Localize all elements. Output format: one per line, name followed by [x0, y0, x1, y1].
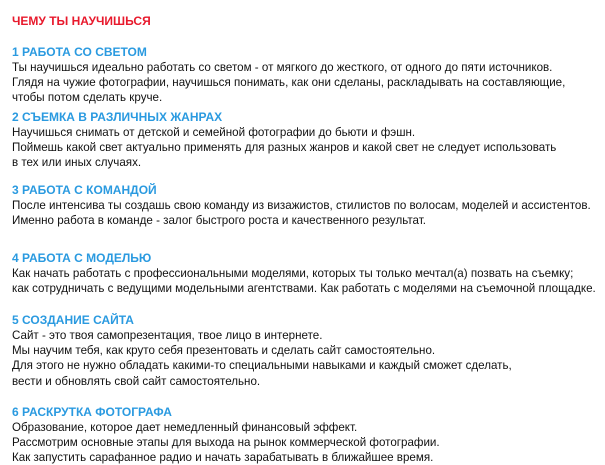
section-line: После интенсива ты создашь свою команду из визажистов, стилистов по волосам, моделей и ассистентов. [12, 199, 591, 213]
document-page [12, 14, 597, 465]
section-line: Рассмотрим основные этапы для выхода на рынок коммерческой фотографии. [12, 436, 440, 450]
section-line: Сайт - это твоя самопрезентация, твое лицо в интернете. [12, 329, 323, 343]
section-line: как сотрудничать с ведущими модельными агентствами. Как работать с моделями на съемочной площадке. [12, 281, 596, 295]
section-genres [12, 110, 597, 171]
section-line: Поймешь какой свет актуально применять для разных жанров и какой свет не следует использовать [12, 140, 557, 154]
section-light [12, 45, 597, 106]
section-heading: 5 СОЗДАНИЕ САЙТА [12, 313, 134, 328]
section-promotion [12, 405, 597, 465]
section-team [12, 183, 597, 228]
section-heading: 6 РАСКРУТКА ФОТОГРАФА [12, 404, 172, 419]
section-line: Именно работа в команде - залог быстрого роста и качественного результат. [12, 214, 426, 228]
section-heading: 2 СЪЕМКА В РАЗЛИЧНЫХ ЖАНРАХ [12, 109, 223, 124]
section-line: Мы научим тебя, как круто себя презентовать и сделать сайт самостоятельно. [12, 344, 436, 358]
section-heading: 3 РАБОТА С КОМАНДОЙ [12, 183, 157, 198]
section-line: вести и обновлять свой сайт самостоятельно. [12, 374, 261, 388]
section-heading: 4 РАБОТА С МОДЕЛЬЮ [12, 250, 152, 265]
section-line: Глядя на чужие фотографии, научишься понимать, как они сделаны, раскладывать на составляющие, [12, 76, 566, 90]
section-model [12, 251, 597, 296]
section-line: Как запустить сарафанное радио и начать зарабатывать в ближайшее время. [12, 451, 434, 465]
section-line: чтобы потом сделать круче. [12, 91, 163, 105]
section-line: Научишься снимать от детской и семейной фотографии до бьюти и фэшн. [12, 125, 416, 139]
section-line: Для этого не нужно обладать какими-то специальными навыками и каждый сможет сделать, [12, 359, 512, 373]
section-line: Образование, которое дает немедленный финансовый эффект. [12, 420, 358, 434]
section-line: Как начать работать с профессиональными моделями, которых ты только мечтал(а) позвать на съемку; [12, 266, 574, 280]
section-line: Ты научишься идеально работать со светом - от мягкого до жесткого, от одного до пяти источников. [12, 61, 553, 74]
section-line: в тех или иных случаях. [12, 156, 142, 170]
section-heading: 1 РАБОТА СО СВЕТОМ [12, 45, 147, 59]
section-website [12, 313, 597, 389]
page-title: ЧЕМУ ТЫ НАУЧИШЬСЯ [12, 14, 151, 28]
